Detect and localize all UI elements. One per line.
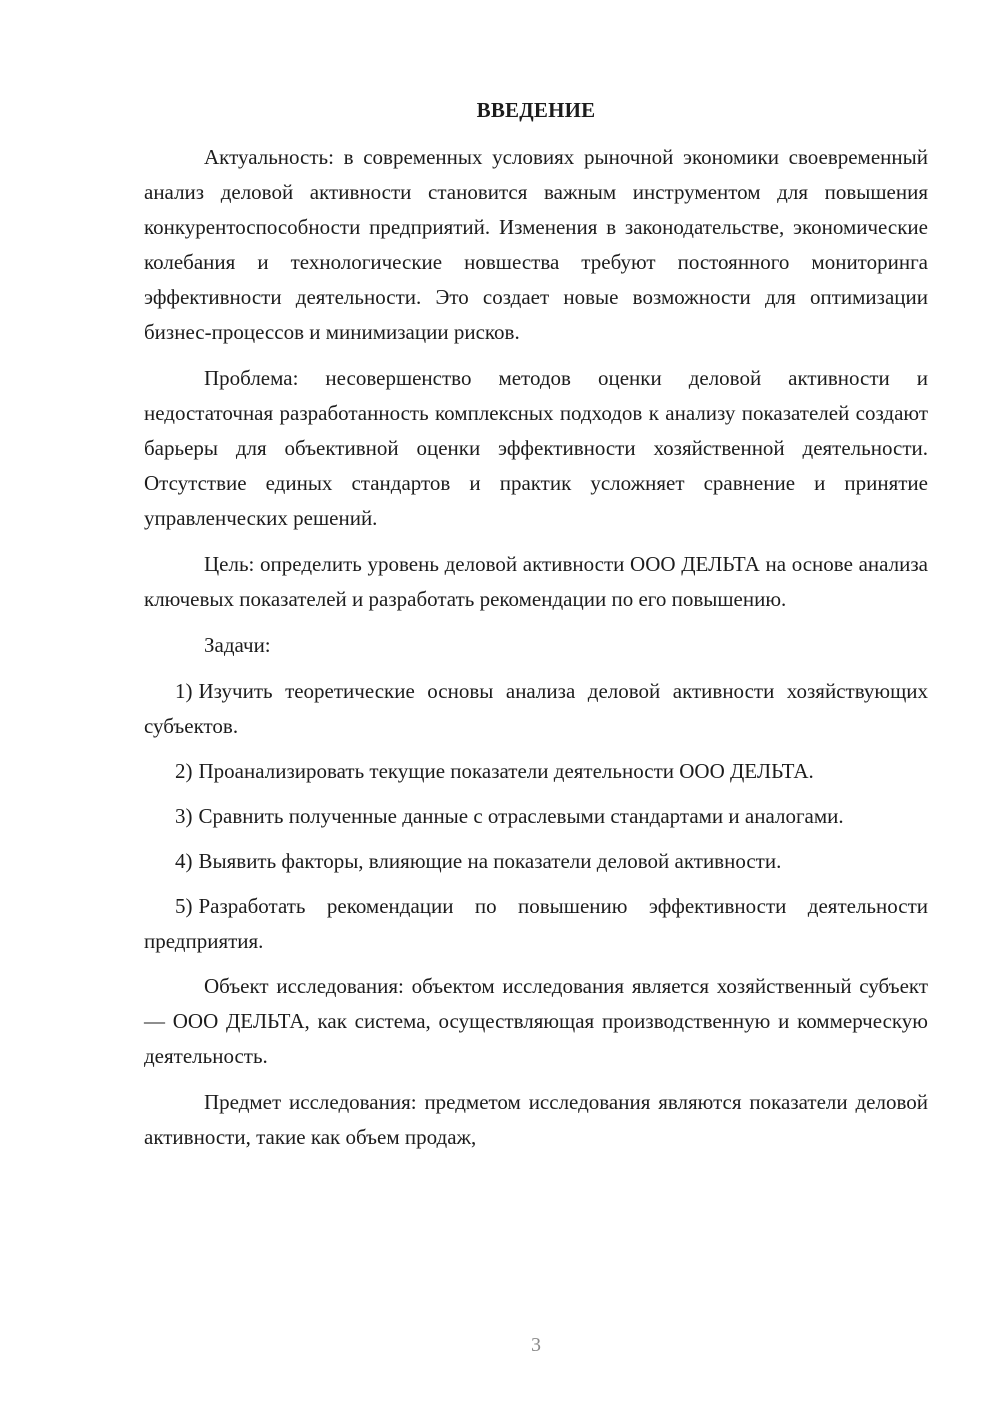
list-item-number: 5) [175,894,193,918]
paragraph-relevance: Актуальность: в современных условиях рыночной экономики своевременный анализ деловой активности становится важным инструментом для повышения конкурентоспособности предприятий. Изменения в законодательстве, экономические колебания и технологические новшества требуют постоянного мониторинга эффективности деятельности. Это создает новые возможности для оптимизации бизнес-процессов и минимизации рисков. [144,145,928,344]
page-content [144,96,928,1166]
list-item-text: Разработать рекомендации по повышению эффективности деятельности предприятия. [144,894,928,953]
list-item-text: Сравнить полученные данные с отраслевыми стандартами и аналогами. [198,804,844,828]
list-item-number: 2) [175,759,193,783]
paragraph-problem: Проблема: несовершенство методов оценки деловой активности и недостаточная разработанность комплексных подходов к анализу показателей создают барьеры для объективной оценки эффективности хозяйственной деятельности. Отсутствие единых стандартов и практик усложняет сравнение и принятие управленческих решений. [144,366,928,530]
list-item-text: Выявить факторы, влияющие на показатели деловой активности. [198,849,782,873]
list-item-text: Изучить теоретические основы анализа деловой активности хозяйствующих субъектов. [144,679,928,738]
list-item [144,799,928,834]
list-item [144,844,928,879]
paragraph-object: Объект исследования: объектом исследования является хозяйственный субъект — ООО ДЕЛЬТА, как система, осуществляющая производственную и коммерческую деятельность. [144,974,928,1068]
list-item [144,674,928,744]
paragraph-subject: Предмет исследования: предметом исследования являются показатели деловой активности, такие как объем продаж, [144,1090,928,1149]
list-item [144,754,928,789]
paragraph-goal: Цель: определить уровень деловой активности ООО ДЕЛЬТА на основе анализа ключевых показателей и разработать рекомендации по его повышению. [144,552,928,611]
list-item-text: Проанализировать текущие показатели деятельности ООО ДЕЛЬТА. [198,759,814,783]
list-item-number: 3) [175,804,193,828]
list-item-number: 1) [175,679,193,703]
list-item-number: 4) [175,849,193,873]
tasks-heading: Задачи: [204,633,271,657]
section-title: ВВЕДЕНИЕ [476,98,596,122]
page-number: 3 [531,1334,541,1356]
list-item [144,889,928,959]
